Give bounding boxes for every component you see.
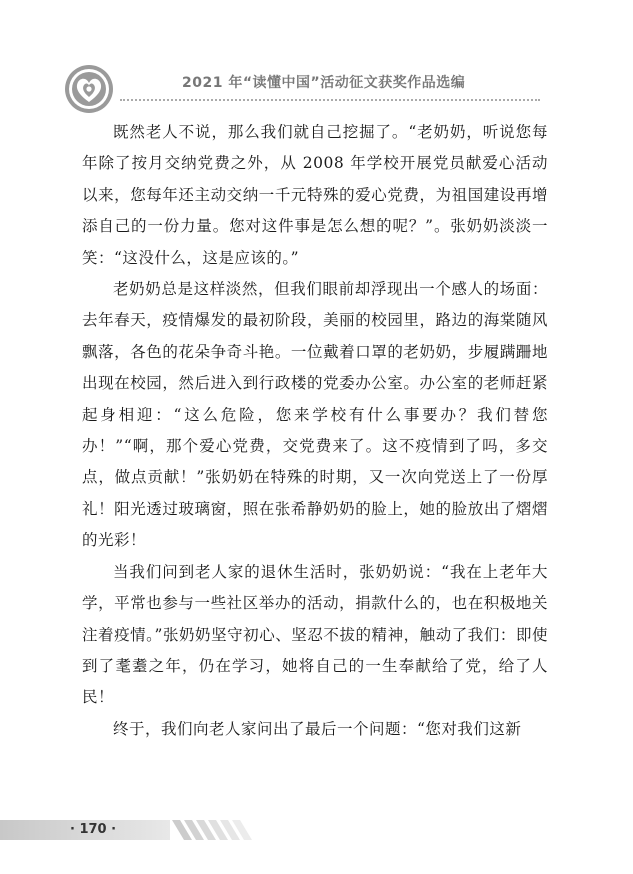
paragraph: 既然老人不说，那么我们就自己挖掘了。“老奶奶，听说您每年除了按月交纳党费之外，从 2008 年学校开展党员献爱心活动以来，您每年还主动交纳一千元特殊的爱心党费，为祖国建设再增添自己的一份力量。您对这件事是怎么想的呢？”。张奶奶淡淡一笑：“这没什么，这是应该的。” — [82, 123, 548, 267]
page-footer — [0, 816, 633, 846]
footer-stripe-band — [0, 816, 270, 844]
paragraph: 终于，我们向老人家问出了最后一个问题：“您对我们这新 — [113, 719, 522, 738]
heart-swirl-logo-icon — [64, 64, 114, 114]
page-number: · 170 · — [70, 822, 117, 837]
paragraph: 当我们问到老人家的退休生活时，张奶奶说：“我在上老年大学，平常也参与一些社区举办的活动，捐款什么的，也在积极地关注着疫情。”张奶奶坚守初心、坚忍不拔的精神，触动了我们：即使到了耄耋之年，仍在学习，她将自己的一生奉献给了党，给了人民！ — [82, 562, 548, 707]
page-header — [0, 0, 633, 120]
collection-title: 2021 年“读懂中国”活动征文获奖作品选编 — [182, 75, 466, 91]
article-body — [82, 117, 548, 745]
paragraph: 老奶奶总是这样淡然，但我们眼前却浮现出一个感人的场面：去年春天，疫情爆发的最初阶段，美丽的校园里，路边的海棠随风飘落，各色的花朵争奇斗艳。一位戴着口罩的老奶奶，步履蹒跚地出现在校园，然后进入到行政楼的党委办公室。办公室的老师赶紧起身相迎：“这么危险，您来学校有什么事要办？我们替您办！”“啊，那个爱心党费，交党费来了。这不疫情到了吗，多交点，做点贡献！”张奶奶在特殊的时期，又一次向党送上了一份厚礼！阳光透过玻璃窗，照在张希静奶奶的脸上，她的脸放出了熠熠的光彩！ — [82, 280, 548, 550]
header-dotted-divider — [120, 99, 540, 101]
